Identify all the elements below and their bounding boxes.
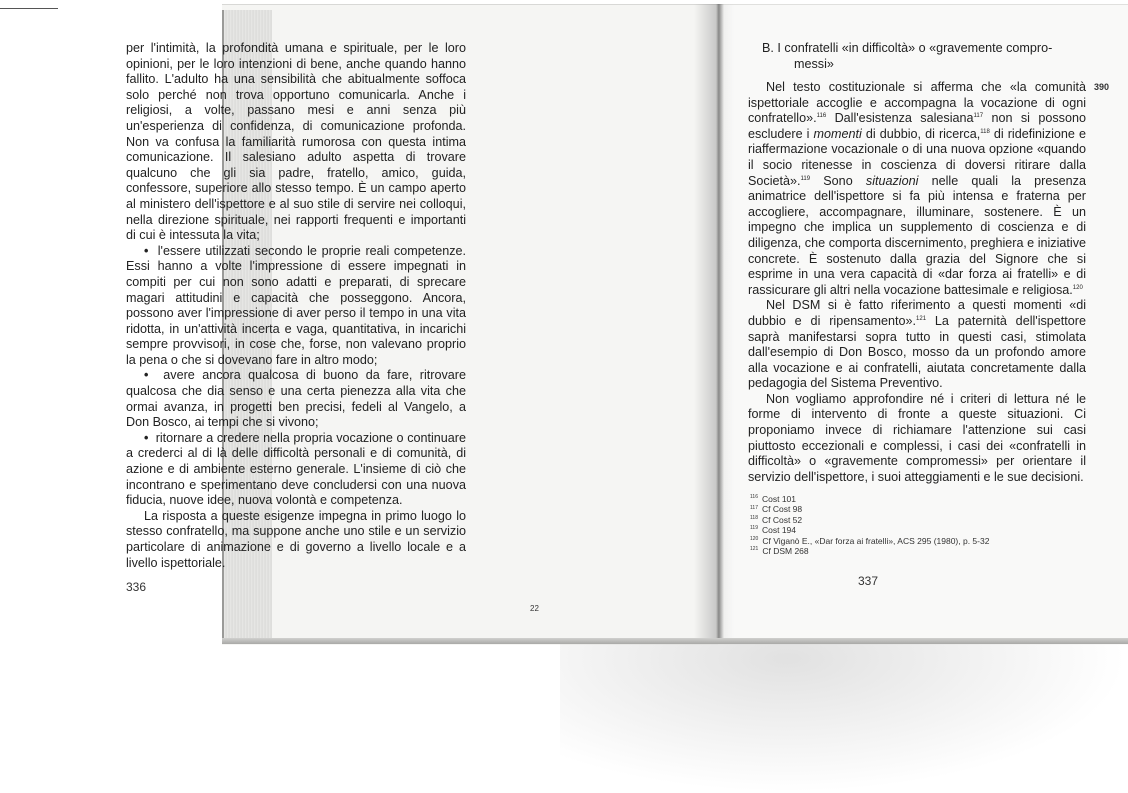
- left-page-body: [126, 41, 466, 571]
- paragraph: Nel DSM si è fatto riferimento a questi momenti «di dubbio e di ripensamento».$^{121}$ La paternità dell'ispettore saprà manifestarsi sopra tutto in questi casi, stimolata dall'esempio di Don Bosco, mosso da un profondo amore alla vocazione e ai confratelli, aiutata concretamente dalla pedagogia del Sistema Preventivo.: [748, 298, 1086, 391]
- bullet-paragraph: [126, 431, 466, 509]
- footnote-ref: 117: [973, 113, 984, 119]
- paragraph: Non vogliamo approfondire né i criteri di lettura né le forme di intervento di fronte a queste situazioni. Ci proponiamo invece di richiamare l'attenzione sui casi piuttosto eccezionali e complessi, i casi dei «confratelli in difficoltà» o «gravemente compromessi» per orientare il servizio dell'ispettore, i suoi atteggiamenti e le sue decisioni.: [748, 391, 1086, 484]
- signature-mark: 22: [530, 604, 539, 613]
- margin-number: 390: [1094, 82, 1110, 92]
- footnote: $^{121}$ Cf DSM 268: [750, 546, 809, 557]
- bullet-text: l'essere utilizzati secondo le proprie reali competenze. Essi hanno a volte l'impressione di essere impegnati in compiti per cui non sono adatti e preparati, di sprecare magari attitudini e capacità che posseggono. Ancora, possono aver l'impressione di aver perso il tempo in una vita ridotta, in un'attività incerta e vaga, quantitativa, in incarichi sempre provvisori, in cose che, forse, non valevano proprio la pena o che si dovevano fare in altro modo;: [126, 243, 467, 367]
- scan-shadow: [560, 644, 1128, 793]
- footnote: $^{118}$ Cf Cost 52: [750, 514, 803, 525]
- scan-edge-line: [0, 8, 58, 9]
- footnotes: [750, 494, 1070, 556]
- bullet-icon: •: [144, 243, 149, 258]
- bullet-paragraph: [126, 244, 466, 369]
- footnote: $^{119}$ Cost 194: [750, 525, 797, 536]
- bullet-icon: •: [144, 368, 149, 383]
- footnote: $^{117}$ Cf Cost 98: [750, 504, 803, 515]
- heading-line: B. I confratelli «in difficoltà» o «gravemente compro-: [762, 41, 1053, 55]
- paragraph: per l'intimità, la profondità umana e spirituale, per le loro opinioni, per le loro intenzioni di bene, anche quando hanno fallito. L'adulto ha una sensibilità che abitualmente soffoca solo perché non trova opportuno comunicarla. Anche i religiosi, a volte, passano mesi e anni senza più un'esperienza di confidenza, di comunicazione profonda. Non va confusa la familiarità rumorosa con questa intima comunicazione. Il salesiano adulto aspetta di trovare qualcuno che gli sia padre, fratello, amico, guida, confessore, superiore allo stesso tempo. È un campo aperto al ministero dell'ispettore e al suo stile di servire nei colloqui, nella direzione spirituale, nei rapporti frequenti e importanti di cui è intessuta la vita;: [126, 41, 466, 243]
- bullet-text: ritornare a credere nella propria vocazione o continuare a crederci al di là delle difficoltà personali e di comunità, di azione e di ambiente esterno generale. L'insieme di ciò che incontrano e sperimentano deve concludersi con una nuova fiducia, nuove idee, nuova volontà e competenza.: [126, 430, 467, 508]
- bullet-paragraph: [126, 368, 466, 430]
- footnote-ref: 118: [980, 128, 990, 135]
- footnote: $^{120}$ Cf Viganò E., «Dar forza ai fratelli», ACS 295 (1980), p. 5-32: [750, 535, 990, 546]
- page-number-right: 337: [858, 574, 879, 588]
- heading-line: messi»: [794, 56, 834, 71]
- footnote-ref: 120: [1072, 284, 1083, 291]
- footnote: $^{116}$ Cost 101: [750, 494, 797, 504]
- right-page-body: [748, 80, 1086, 485]
- bullet-icon: •: [144, 430, 149, 445]
- paragraph: Nel testo costituzionale si afferma che «la comunità ispettoriale accoglie e accompagna la vocazione di ogni confratello».$^{116}$ Dall'esistenza salesiana$^{117}$ non si possono escludere i momenti di dubbio, di ricerca,$^{118}$ di ridefinizione e riaffermazione vocazionale o di una nuova opzione «quando il socio ritenesse in coscienza di doversi ritirare dalla Società».$^{119}$ Sono situazioni nelle quali la presenza animatrice dell'ispettore si fa più intensa e fraterna per accogliere, accompagnare, illuminare, sostenere. È un impegno che implica un supplemento di coscienza e di diligenza, che comporta discernimento, preghiera e iniziative concrete. È sostenuto dalla grazia del Signore che si esprime in una vera capacità di «dar forza ai fratelli» e di rassicurare gli altri nella vocazione battesimale e religiosa.$^{120}$: [748, 80, 1086, 297]
- footnote-ref: 121: [916, 315, 927, 322]
- book-gutter: [694, 4, 734, 644]
- bullet-text: avere ancora qualcosa di buono da fare, ritrovare qualcosa che dia senso e una certa pienezza alla vita che ormai avanza, in progetti ben precisi, fedeli al Vangelo, a Don Bosco, ai tempi che si vivono;: [126, 368, 466, 430]
- paragraph: La risposta a queste esigenze impegna in primo luogo lo stesso confratello, ma suppone anche uno stile e un servizio particolare di animazione e di governo a livello locale e a livello ispettoriale.: [126, 508, 466, 570]
- section-heading: [762, 41, 1092, 72]
- footnote-ref: 119: [800, 175, 811, 182]
- page-number-left: 336: [126, 580, 147, 594]
- footnote-ref: 116: [816, 113, 827, 119]
